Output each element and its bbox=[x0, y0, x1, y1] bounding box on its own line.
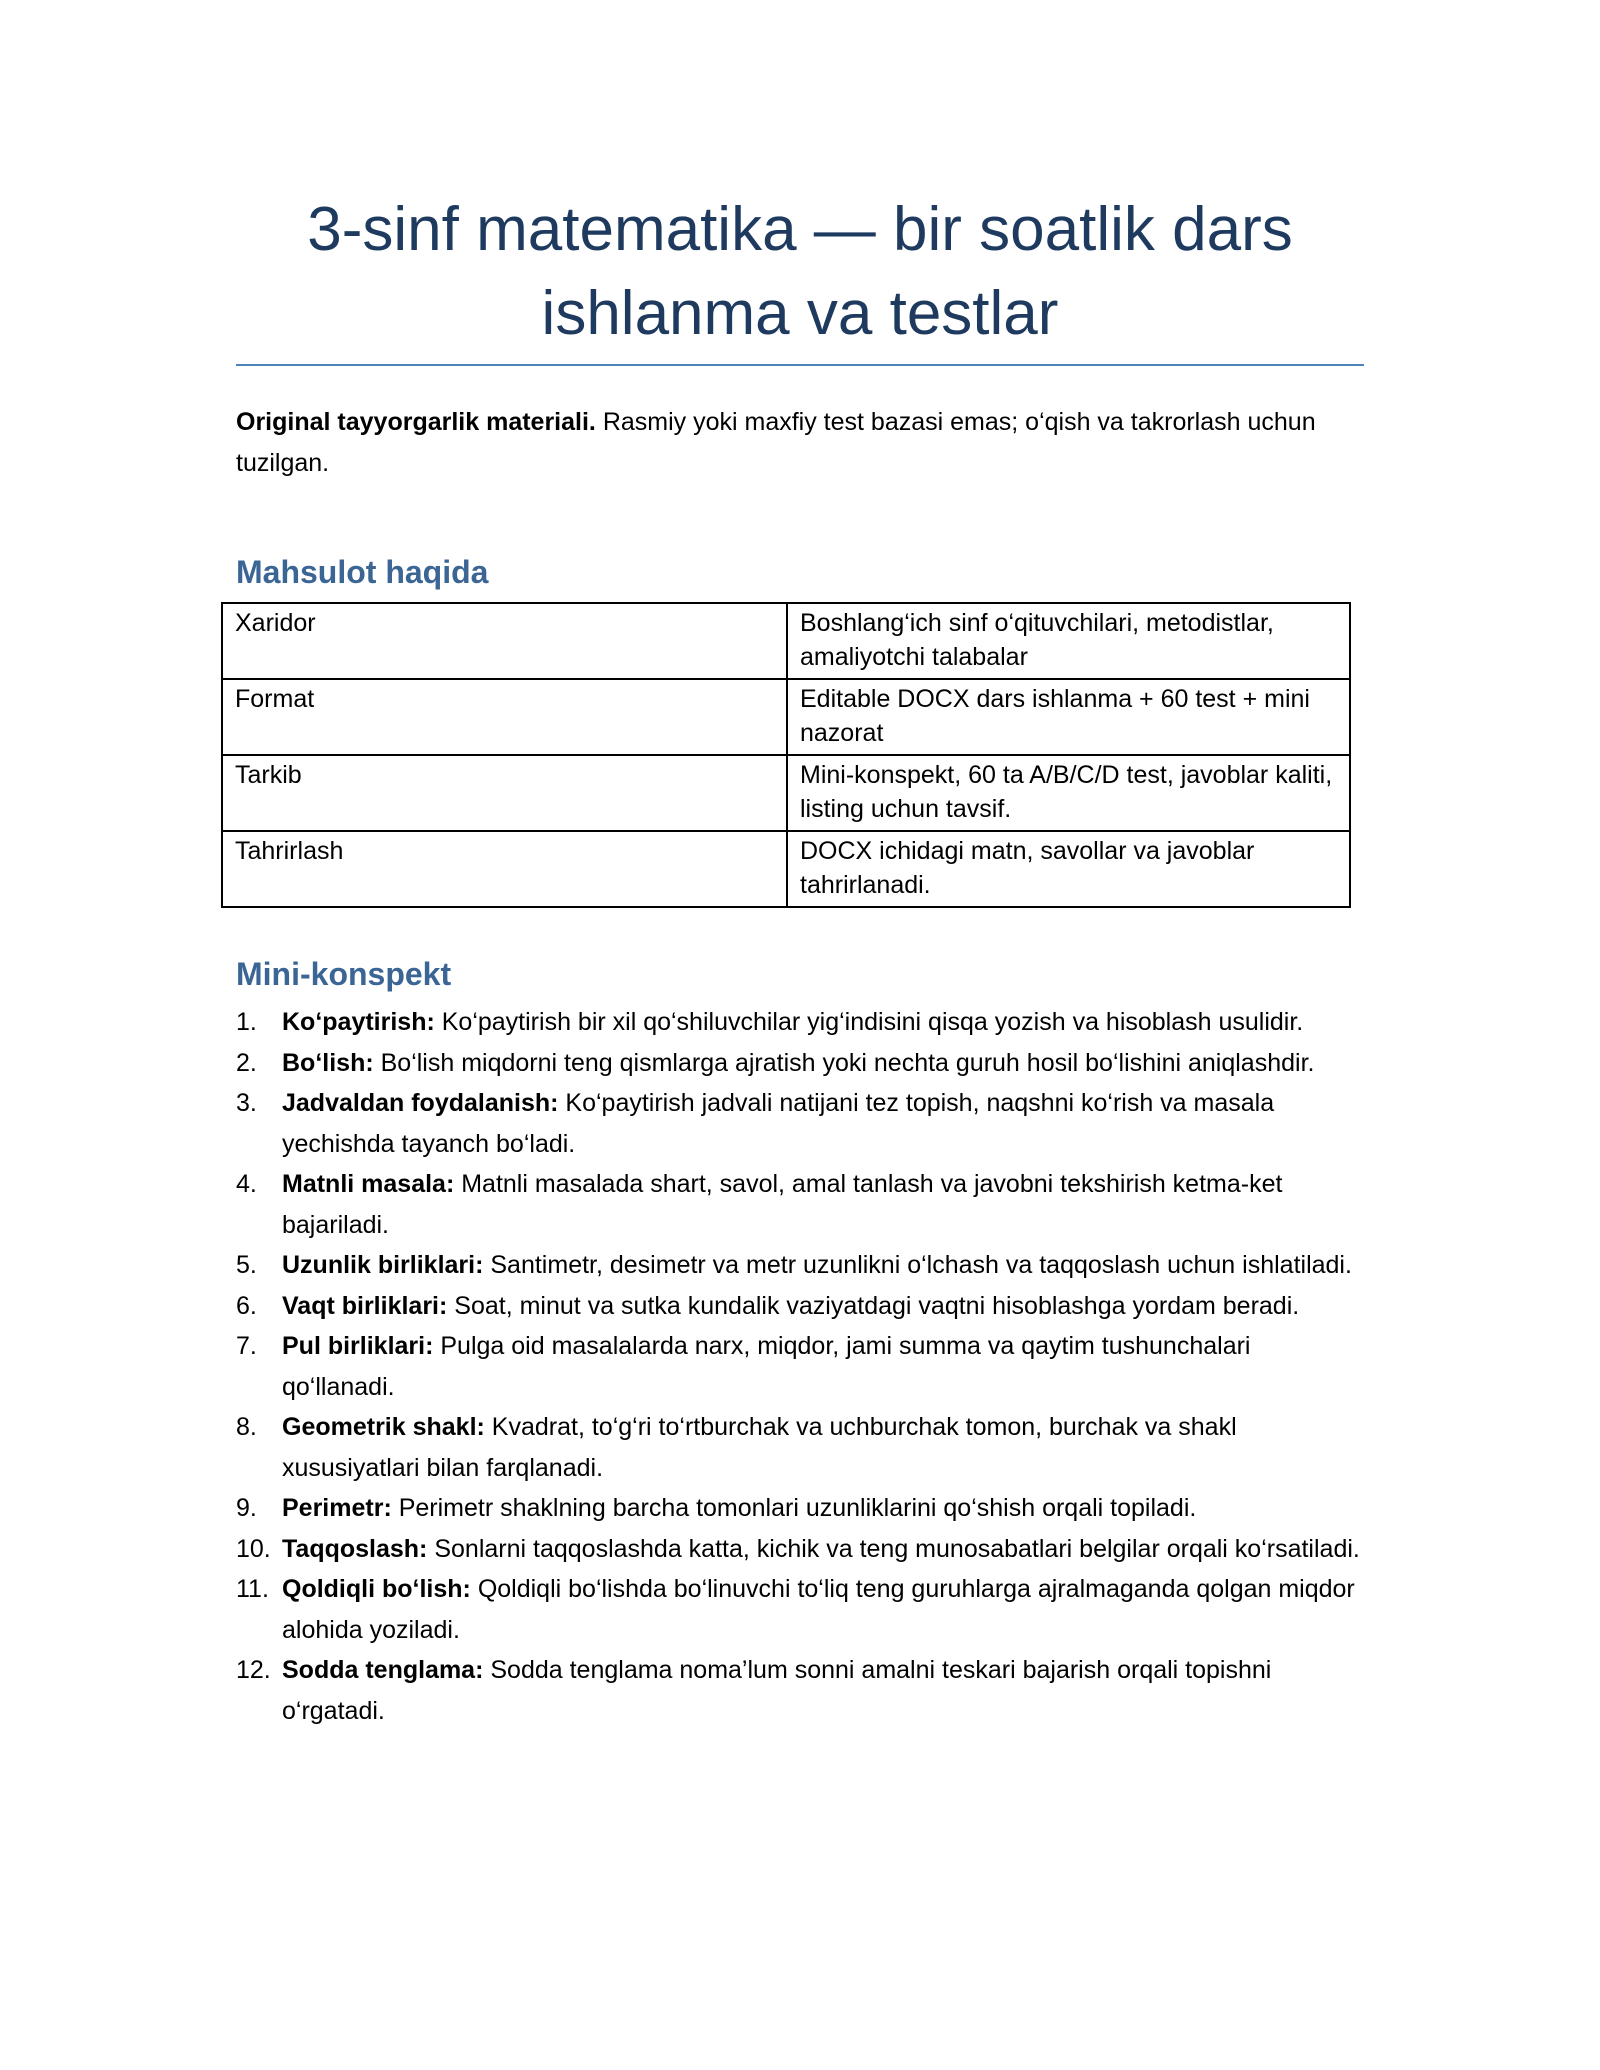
table-value-cell: Boshlang‘ich sinf o‘qituvchilari, metodistlar, amaliyotchi talabalar bbox=[787, 603, 1350, 679]
list-item-text: Soat, minut va sutka kundalik vaziyatdagi vaqtni hisoblashga yordam beradi. bbox=[447, 1291, 1300, 1320]
list-item bbox=[236, 1164, 1364, 1245]
list-item-term: Vaqt birliklari: bbox=[282, 1291, 448, 1320]
list-item-number: 9. bbox=[236, 1494, 257, 1522]
list-item-term: Matnli masala: bbox=[282, 1170, 455, 1198]
list-item-text: Sonlarni taqqoslashda katta, kichik va teng munosabatlari belgilar orqali ko‘rsatiladi. bbox=[427, 1534, 1360, 1563]
list-item-text: Ko‘paytirish jadvali natijani tez topish, naqshni ko‘rish va masala yechishda tayanch bo‘ladi. bbox=[282, 1089, 1275, 1158]
list-item-number: 1. bbox=[236, 1008, 257, 1036]
list-item-text: Ko‘paytirish bir xil qo‘shiluvchilar yig‘indisini qisqa yozish va hisoblash usulidir. bbox=[434, 1008, 1304, 1036]
about-heading: Mahsulot haqida bbox=[236, 554, 489, 590]
list-item bbox=[236, 1286, 1364, 1327]
list-item-term: Jadvaldan foydalanish: bbox=[282, 1089, 559, 1117]
list-item-text: Santimetr, desimetr va metr uzunlikni o‘lchash va taqqoslash uchun ishlatiladi. bbox=[483, 1251, 1352, 1279]
about-table bbox=[221, 602, 1351, 908]
list-item-term: Ko‘paytirish: bbox=[282, 1008, 435, 1036]
table-value-cell: Editable DOCX dars ishlanma + 60 test + mini nazorat bbox=[787, 679, 1350, 755]
list-item-term: Taqqoslash: bbox=[282, 1534, 428, 1563]
list-item bbox=[236, 1650, 1364, 1731]
list-item bbox=[236, 1569, 1364, 1650]
list-item-term: Pul birliklari: bbox=[282, 1332, 434, 1360]
intro-paragraph bbox=[236, 402, 1364, 484]
list-item-term: Geometrik shakl: bbox=[282, 1413, 485, 1441]
list-item bbox=[236, 1407, 1364, 1488]
table-key-cell: Tarkib bbox=[222, 755, 787, 831]
intro-text: Rasmiy yoki maxfiy test bazasi emas; o‘qish va takrorlash uchun tuzilgan. bbox=[236, 408, 1316, 477]
table-key-cell: Xaridor bbox=[222, 603, 787, 679]
list-item-term: Qoldiqli bo‘lish: bbox=[282, 1575, 471, 1603]
list-item-term: Perimetr: bbox=[282, 1494, 392, 1522]
list-item bbox=[236, 1245, 1364, 1286]
table-row bbox=[222, 679, 1350, 755]
list-item-number: 3. bbox=[236, 1089, 257, 1117]
list-item-number: 5. bbox=[236, 1251, 257, 1279]
document-title: 3-sinf matematika — bir soatlik dars ishlanma va testlar bbox=[307, 195, 1293, 348]
table-row bbox=[222, 603, 1350, 679]
list-item-term: Uzunlik birliklari: bbox=[282, 1251, 484, 1279]
list-item-number: 11. bbox=[236, 1575, 269, 1603]
list-item bbox=[236, 1043, 1364, 1084]
intro-bold-text: Original tayyorgarlik materiali. bbox=[236, 408, 596, 436]
list-item-number: 2. bbox=[236, 1048, 257, 1077]
list-item-text: Matnli masalada shart, savol, amal tanlash va javobni tekshirish ketma-ket bajariladi. bbox=[282, 1170, 1283, 1239]
mini-konspekt-list bbox=[236, 1002, 1364, 1731]
table-value-cell: DOCX ichidagi matn, savollar va javoblar tahrirlanadi. bbox=[787, 831, 1350, 907]
list-item-number: 10. bbox=[236, 1534, 271, 1563]
list-item-number: 12. bbox=[236, 1656, 271, 1684]
mini-konspekt-heading: Mini-konspekt bbox=[236, 956, 452, 992]
table-row bbox=[222, 831, 1350, 907]
list-item bbox=[236, 1326, 1364, 1407]
list-item-number: 6. bbox=[236, 1291, 257, 1320]
table-value-cell: Mini-konspekt, 60 ta A/B/C/D test, javoblar kaliti, listing uchun tavsif. bbox=[787, 755, 1350, 831]
list-item-text: Pulga oid masalalarda narx, miqdor, jami summa va qaytim tushunchalari qo‘llanadi. bbox=[282, 1332, 1251, 1401]
list-item-term: Sodda tenglama: bbox=[282, 1656, 484, 1684]
list-item-text: Kvadrat, to‘g‘ri to‘rtburchak va uchburchak tomon, burchak va shakl xususiyatlari bilan farqlanadi. bbox=[282, 1413, 1237, 1482]
list-item bbox=[236, 1529, 1364, 1570]
list-item bbox=[236, 1488, 1364, 1529]
list-item-text: Sodda tenglama noma’lum sonni amalni teskari bajarish orqali topishni o‘rgatadi. bbox=[282, 1656, 1272, 1725]
list-item-number: 8. bbox=[236, 1413, 257, 1441]
table-row bbox=[222, 755, 1350, 831]
list-item-number: 4. bbox=[236, 1170, 257, 1198]
list-item bbox=[236, 1002, 1364, 1043]
list-item-number: 7. bbox=[236, 1332, 257, 1360]
title-divider bbox=[236, 364, 1364, 366]
table-key-cell: Format bbox=[222, 679, 787, 755]
table-key-cell: Tahrirlash bbox=[222, 831, 787, 907]
list-item-text: Perimetr shaklning barcha tomonlari uzunliklarini qo‘shish orqali topiladi. bbox=[391, 1494, 1197, 1522]
list-item-text: Qoldiqli bo‘lishda bo‘linuvchi to‘liq teng guruhlarga ajralmaganda qolgan miqdor alohida yoziladi. bbox=[282, 1575, 1355, 1644]
list-item-term: Bo‘lish: bbox=[282, 1048, 374, 1077]
list-item-text: Bo‘lish miqdorni teng qismlarga ajratish yoki nechta guruh hosil bo‘lishini aniqlashdir. bbox=[373, 1048, 1315, 1077]
list-item bbox=[236, 1083, 1364, 1164]
